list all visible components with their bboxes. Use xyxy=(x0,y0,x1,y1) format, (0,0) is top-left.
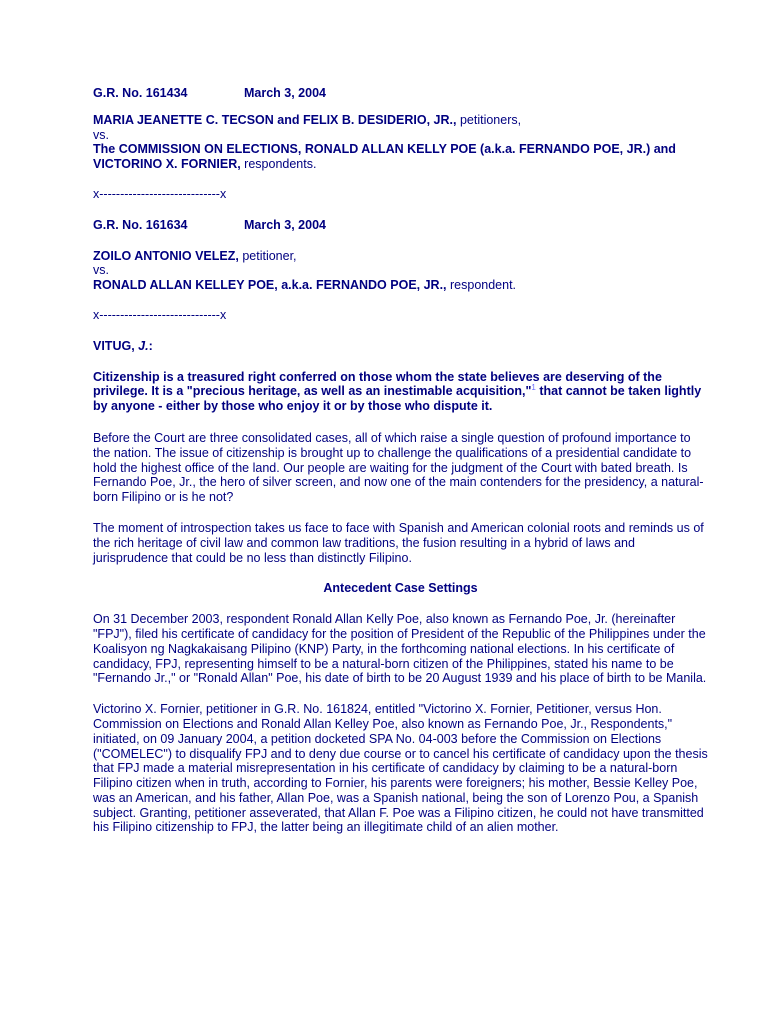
petitioners-names: MARIA JEANETTE C. TECSON and FELIX B. DESIDERIO, JR., xyxy=(93,112,457,127)
paragraph-1: Before the Court are three consolidated cases, all of which raise a single question of profound importance to the nation. The issue of citizenship is brought up to challenge the qualifications of a presidential candidate to hold the highest office of the land. Our people are waiting for the judgment of the Court with bated breath. Is Fernando Poe, Jr., the hero of silver screen, and now one of the main contenders for the presidency, a natural-born Filipino or is he not? xyxy=(93,430,704,505)
paragraph-3: On 31 December 2003, respondent Ronald Allan Kelly Poe, also known as Fernando Poe, Jr. (hereinafter "FPJ"), filed his certificate of candidacy for the position of President of the Republic of the Philippines under the Koalisyon ng Nagkakaisang Pilipino (KNP) Party, in the forthcoming national elections. In his certificate of candidacy, FPJ, representing himself to be a natural-born citizen of the Philippines, stated his name to be "Fernando Jr.," or "Ronald Allan" Poe, his date of birth to be 20 August 1939 and his place of birth to be Manila. xyxy=(93,612,707,686)
footnote-1-link[interactable]: 1 xyxy=(531,383,536,393)
separator: x-----------------------------x xyxy=(93,186,227,201)
petitioners-role: petitioners, xyxy=(456,112,522,127)
respondents-names: The COMMISSION ON ELECTIONS, RONALD ALLAN KELLY POE (a.k.a. FERNANDO POE, JR.) and VICTORINO X. FORNIER, xyxy=(93,142,676,172)
petitioner-name: ZOILO ANTONIO VELEZ, xyxy=(93,248,239,263)
opening-text-end: that cannot be taken lightly by anyone - either by those who enjoy it or by those who dispute it. xyxy=(93,384,702,414)
versus: vs. xyxy=(93,263,109,278)
section-heading: Antecedent Case Settings xyxy=(323,581,478,596)
case-caption-1 xyxy=(93,113,708,172)
decision-date: March 3, 2004 xyxy=(244,217,326,232)
case-header-2 xyxy=(93,218,708,233)
gr-number: G.R. No. 161634 xyxy=(93,217,188,232)
paragraph-4: Victorino X. Fornier, petitioner in G.R. No. 161824, entitled "Victorino X. Fornier, Petitioner, versus Hon. Commission on Elections and Ronald Allan Kelley Poe, also known as Fernando Poe, Jr., Respondents," initiated, on 09 January 2004, a petition docketed SPA No. 04-003 before the Commission on Elections ("COMELEC") to disqualify FPJ and to deny due course or to cancel his certificate of candidacy upon the thesis that FPJ made a material misrepresentation in his certificate of candidacy by claiming to be a natural-born Filipino citizen when in truth, according to Fornier, his parents were foreigners; his mother, Bessie Kelley Poe, was an American, and his father, Allan Poe, was a Spanish national, being the son of Lorenzo Pou, a Spanish subject. Granting, petitioner asseverated, that Allan F. Poe was a Filipino citizen, he could not have transmitted his Filipino citizenship to FPJ, the latter being an illegitimate child of an alien mother. xyxy=(93,702,708,835)
ponente-suffix: : xyxy=(148,338,153,353)
separator: x-----------------------------x xyxy=(93,307,227,322)
opening-paragraph xyxy=(93,370,708,414)
paragraph-2: The moment of introspection takes us face to face with Spanish and American colonial roots and reminds us of the rich heritage of civil law and common law traditions, the fusion resulting in a hybrid of laws and jurisprudence that could be no less than distinctly Filipino. xyxy=(93,520,704,565)
respondent-name: RONALD ALLAN KELLEY POE, a.k.a. FERNANDO POE, JR., xyxy=(93,278,447,293)
petitioners-line xyxy=(93,113,708,128)
ponente-title: J. xyxy=(138,338,149,353)
ponente xyxy=(93,339,708,354)
petitioner-line xyxy=(93,249,708,264)
document-body xyxy=(93,86,708,835)
respondents-role: respondents. xyxy=(240,157,317,172)
respondent-role: respondent. xyxy=(446,278,517,293)
gr-number: G.R. No. 161434 xyxy=(93,86,188,100)
petitioner-role: petitioner, xyxy=(238,248,297,263)
ponente-name: VITUG, xyxy=(93,338,139,353)
case-caption-2 xyxy=(93,249,708,293)
case-header-1 xyxy=(93,86,708,101)
respondents-line xyxy=(93,142,708,172)
opening-text-start: Citizenship is a treasured right conferred on those whom the state believes are deserving of the privilege. It is a "precious heritage, as well as an inestimable acquisition," xyxy=(93,369,662,399)
decision-date: March 3, 2004 xyxy=(244,86,326,100)
versus: vs. xyxy=(93,127,109,142)
respondent-line xyxy=(93,278,708,293)
